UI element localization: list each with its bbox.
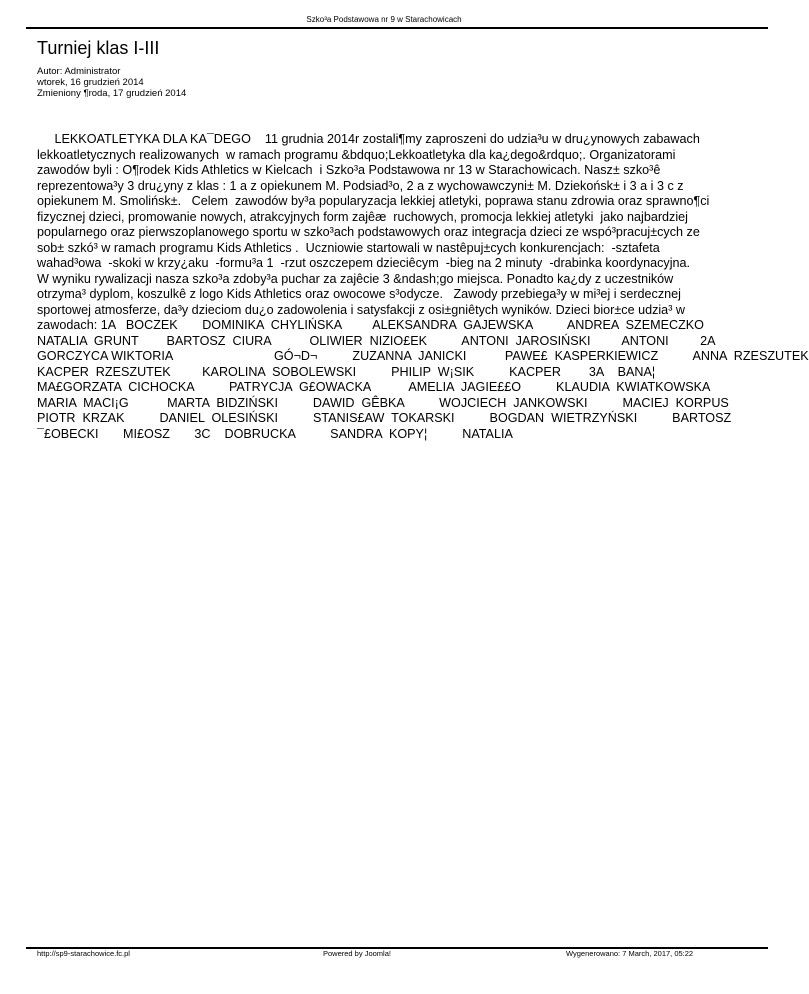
article-author: Autor: Administrator — [37, 66, 121, 77]
article-body-line: LEKKOATLETYKA DLA KA¯DEGO 11 grudnia 2014r zostali¶my zaproszeni do udzia³u w dru¿ynowych zabawach — [37, 132, 700, 146]
footer-powered-by: Powered by Joomla! — [323, 949, 391, 958]
article-body-line: lekkoatletycznych realizowanych w ramach programu &bdquo;Lekkoatletyka dla ka¿dego&rdquo;. Organizatorami — [37, 147, 676, 162]
article-body-line: opiekunem M. Smolińsk±. Celem zawodów by³a popularyzacja lekkiej atletyki, poprawa stanu zdrowia oraz sprawno¶ci — [37, 194, 710, 208]
header-divider — [26, 27, 768, 29]
article-body-line: fizycznej dzieci, promowanie nowych, atrakcyjnych form zajêæ ruchowych, promocja lekkiej atletyki jako najbardziej — [37, 209, 688, 224]
article-body-line: GORCZYCA WIKTORIA GÓ¬D¬ ZUZANNA JANICKI PAWE£ KASPERKIEWICZ ANNA RZESZUTEK — [37, 349, 809, 363]
footer-site-url: http://sp9-starachowice.fc.pl — [37, 949, 130, 958]
article-meta — [37, 66, 186, 99]
site-name-header: Szko³a Podstawowa nr 9 w Starachowicach — [306, 15, 462, 24]
article-created-date: wtorek, 16 grudzień 2014 — [37, 77, 144, 88]
article-body-line: W wyniku rywalizacji nasza szko³a zdoby³a puchar za zajêcie 3 &ndash;go miejsca. Ponadto ka¿dy z uczestników — [37, 271, 674, 286]
article-body-line: MARIA MACI¡G MARTA BIDZIŃSKI DAWID GÊBKA WOJCIECH JANKOWSKI MACIEJ KORPUS — [37, 395, 729, 410]
article-body-line: zawodów byli : O¶rodek Kids Athletics w Kielcach i Szko³a Podstawowa nr 13 w Starachowicach. Nasz± szko³ê — [37, 163, 661, 177]
article-modified-date: Zmieniony ¶roda, 17 grudzień 2014 — [37, 88, 187, 99]
footer-generated-date: Wygenerowano: 7 March, 2017, 05:22 — [566, 949, 694, 958]
article-body-line: NATALIA GRUNT BARTOSZ CIURA OLIWIER NIZIO£EK ANTONI JAROSIŃSKI ANTONI 2A — [37, 333, 716, 348]
article-body-line: KACPER RZESZUTEK KAROLINA SOBOLEWSKI PHILIP W¡SIK KACPER 3A BANA¦ — [37, 364, 656, 379]
article-body-line: PIOTR KRZAK DANIEL OLESIŃSKI STANIS£AW TOKARSKI BOGDAN WIETRZYŃSKI BARTOSZ — [37, 411, 732, 425]
article-title: Turniej klas I-III — [37, 38, 160, 58]
article-body-line: sportowej atmosferze, da³y dzieciom du¿o zadowolenia i satysfakcji z osi±gniêtych wyników. Dzieci bior±ce udzia³ w — [37, 302, 685, 317]
article-body-line: ¯£OBECKI MI£OSZ 3C DOBRUCKA SANDRA KOPY¦ NATALIA — [37, 426, 513, 441]
article-body-line: MA£GORZATA CICHOCKA PATRYCJA G£OWACKA AMELIA JAGIE££O KLAUDIA KWIATKOWSKA — [37, 380, 711, 394]
article-body — [37, 132, 809, 441]
article-body-line: otrzyma³ dyplom, koszulkê z logo Kids Athletics oraz owocowe s³odycze. Zawody przebiega³y w mi³ej i serdecznej — [37, 287, 681, 301]
article-body-line: reprezentowa³y 3 dru¿yny z klas : 1 a z opiekunem M. Podsiad³o, 2 a z wychowawczyni± M. Dziekońsk± i 3 a i 3 c z — [37, 178, 684, 193]
article-body-line: zawodach: 1A BOCZEK DOMINIKA CHYLIŃSKA ALEKSANDRA GAJEWSKA ANDREA SZEMECZKO — [37, 318, 704, 332]
article-body-line: wahad³owa -skoki w krzy¿aku -formu³a 1 -rzut oszczepem dzieciêcym -bieg na 2 minuty -drabinka koordynacyjna. — [37, 256, 691, 270]
article-body-line: sob± szkó³ w ramach programu Kids Athletics . Uczniowie startowali w nastêpuj±cych konkurencjach: -sztafeta — [37, 240, 660, 255]
article-body-line: popularnego oraz pierwszoplanowego sportu w szko³ach podstawowych oraz integracja dzieci ze wspó³pracuj±cych ze — [37, 225, 700, 239]
